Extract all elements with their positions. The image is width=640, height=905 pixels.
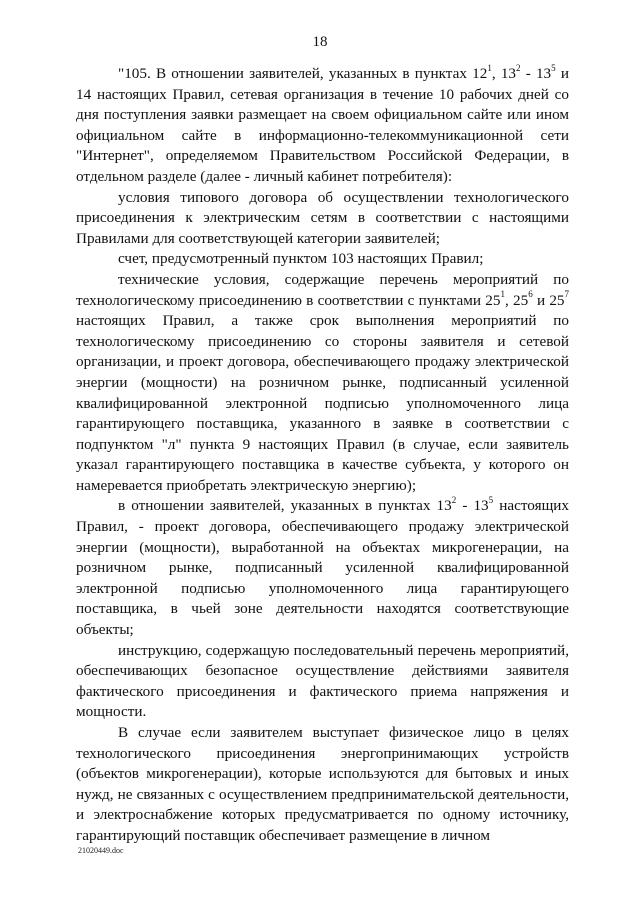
- paragraph-individual-applicant: В случае если заявителем выступает физическое лицо в целях технологического присоединения энергопринимающих устройств (объектов микрогенерации), которые используются для бытовых и иных нужд, не связанных с осуществлением предпринимательской деятельности, и электроснабжение которых предусматривается по одному источнику, гарантирующий поставщик обеспечивает размещение в личном: [76, 724, 569, 844]
- document-body: [76, 64, 569, 847]
- paragraph-technical-conditions: технические условия, содержащие перечень мероприятий по технологическому присоединению в соответствии с пунктами $25^1$, $25^6$ и $25^7$ настоящих Правил, а также срок выполнения мероприятий по технологическому присоединению со стороны заявителя и сетевой организации, и проект договора, обеспечивающего продажу электрической энергии (мощности) на розничном рынке, подписанный усиленной квалифицированной электронной подписью уполномоченного лица гарантирующего поставщика, указанного в заявке в соответствии с подпунктом "л" пункта 9 настоящих Правил (в случае, если заявитель указал гарантирующего поставщика в качестве субъекта, у которого он намеревается приобретать электрическую энергию);: [76, 270, 570, 494]
- paragraph-contract-terms: условия типового договора об осуществлении технологического присоединения к электрическим сетям в соответствии с настоящими Правилами для соответствующей категории заявителей;: [76, 188, 569, 247]
- paragraph-invoice: счет, предусмотренный пунктом 103 настоящих Правил;: [118, 250, 484, 268]
- paragraph-105-intro: "105. В отношении заявителей, указанных в пунктах $12^1$, $13^2 - 13^5$ и 14 настоящих Правил, сетевая организация в течение 10 рабочих дней со дня поступления заявки размещает на своем официальном сайте или ином официальном сайте в информационно-телекоммуникационной сети "Интернет", определяемом Правительством Российской Федерации, в отдельном разделе (далее - личный кабинет потребителя):: [76, 62, 569, 185]
- file-reference: 21020449.doc: [78, 846, 124, 855]
- paragraph-instruction: инструкцию, содержащую последовательный перечень мероприятий, обеспечивающих безопасное осуществление действиями заявителя фактического присоединения и фактического приема напряжения и мощности.: [76, 641, 569, 721]
- paragraph-microgeneration: в отношении заявителей, указанных в пунктах $13^2 - 13^5$ настоящих Правил, - проект договора, обеспечивающего продажу электрической энергии (мощности), выработанной на объектах микрогенерации, на розничном рынке, подписанный усиленной квалифицированной электронной подписью уполномоченного лица гарантирующего поставщика, в чьей зоне деятельности находятся соответствующие объекты;: [76, 495, 569, 639]
- page-number: 18: [312, 34, 328, 50]
